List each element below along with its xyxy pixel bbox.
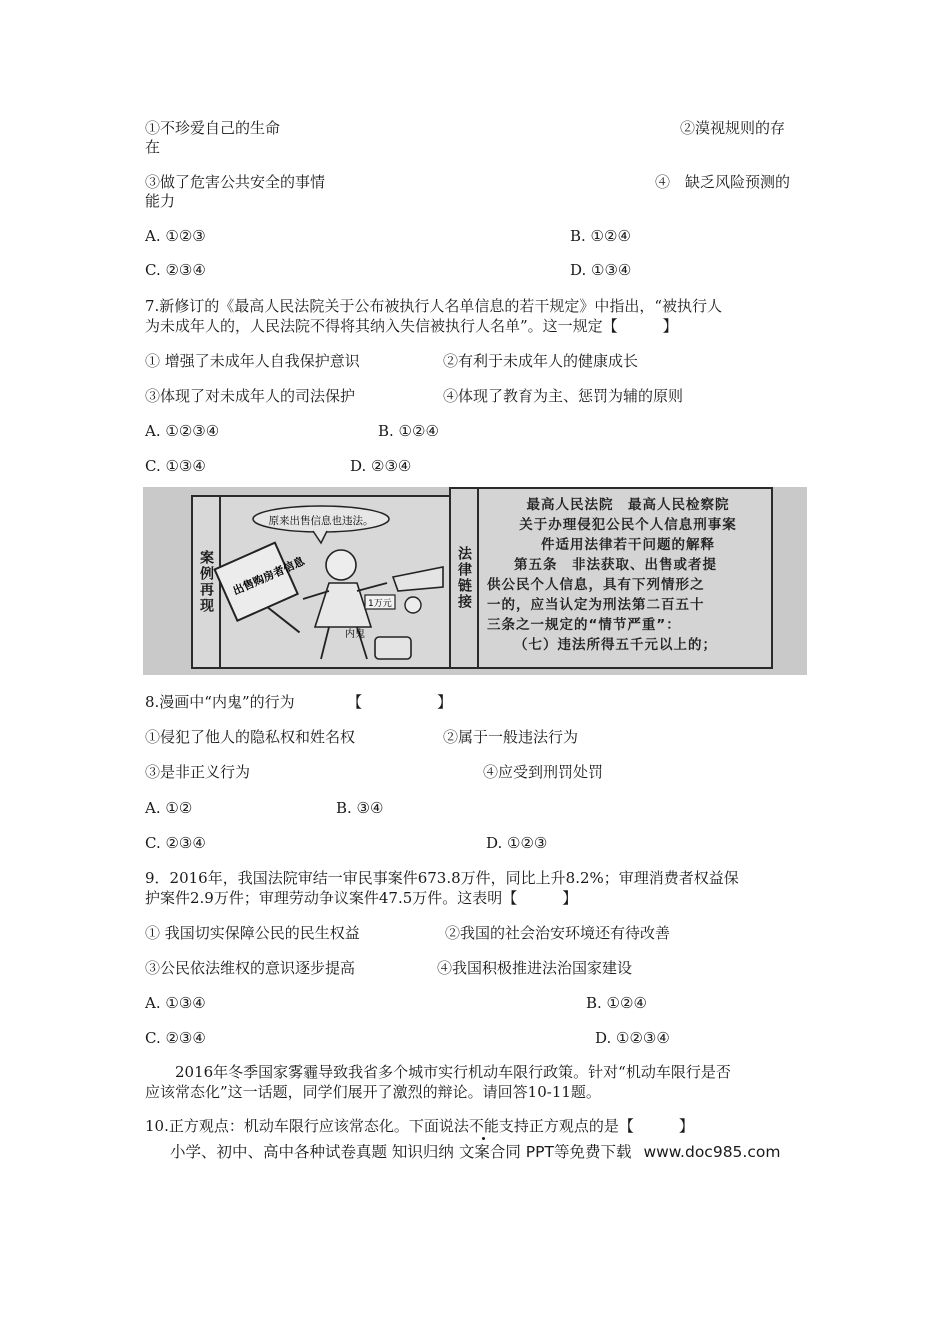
q7-option-2: ②有利于未成年人的健康成长 [443,352,639,370]
law-body-5: （七）违法所得五千元以上的； [514,637,717,653]
law-body-2: 供公民个人信息，具有下列情形之 [487,577,705,593]
prev-choice-b: B. ①②④ [570,227,631,245]
sign-text: 出售购房者信息 [230,554,307,598]
prev-option-4: ④ 缺乏风险预测的 [655,173,791,191]
q9-choice-c: C. ②③④ [145,1029,206,1047]
q9-choice-a: A. ①③④ [145,994,206,1012]
law-text [487,495,769,655]
speech-text: 原来出售信息也违法。 [268,515,374,527]
law-title-1: 最高人民法院 最高人民检察院 [526,497,730,513]
law-title-3: 件适用法律若干问题的解释 [541,537,715,553]
person-label: 内鬼 [345,629,365,640]
intro-line1: 2016年冬季国家雾霾导致我省多个城市实行机动车限行政策。针对“机动车限行是否 [175,1063,731,1081]
q8-choice-c: C. ②③④ [145,834,206,852]
q9-choice-d: D. ①②③④ [595,1029,670,1047]
q10-stem-b: 支持正方观点的是【 】 [498,1117,694,1135]
q7-option-3: ③体现了对未成年人的司法保护 [145,387,356,405]
q8-choice-b: B. ③④ [336,799,384,817]
intro-line2: 应该常态化”这一话题，同学们展开了激烈的辩论。请回答10-11题。 [145,1083,601,1101]
q7-option-4: ④体现了教育为主、惩罚为辅的原则 [443,387,684,405]
footer-banner [170,1140,780,1162]
q9-choice-b: B. ①②④ [586,994,647,1012]
q8-option-3: ③是非正义行为 [145,763,251,781]
q7-choice-a: A. ①②③④ [145,422,220,440]
prev-choice-c: C. ②③④ [145,261,206,279]
law-title-2: 关于办理侵犯公民个人信息刑事案 [519,517,737,533]
q7-choice-b: B. ①②④ [378,422,439,440]
q8-choice-a: A. ①② [145,799,193,817]
law-panel [449,487,773,669]
prev-option-1: ①不珍爱自己的生命 [145,119,281,137]
prev-option-2-cont: 在 [145,138,161,156]
q9-stem-line2: 护案件2.9万件；审理劳动争议案件47.5万件。这表明【 】 [145,889,578,907]
q9-stem-line1: 9．2016年，我国法院审结一审民事案件673.8万件，同比上升8.2%；审理消费者权益保 [145,869,739,887]
q10-stem-emphasis: 不能 [468,1117,499,1135]
prev-option-2: ②漠视规则的存 [680,119,786,137]
prev-choice-a: A. ①②③ [145,227,206,245]
prev-option-4-cont: 能力 [145,192,176,210]
footer-text: 小学、初中、高中各种试卷真题 知识归纳 文案合同 PPT等免费下载 [170,1143,632,1161]
q7-choice-d: D. ②③④ [350,457,412,475]
case-panel-title: 案例再现 [193,497,221,667]
q9-option-3: ③公民依法维权的意识逐步提高 [145,959,356,977]
law-body-4: 三条之一规定的“情节严重”： [487,617,681,633]
law-panel-title: 法律链接 [451,489,479,667]
q10-stem-a: 10.正方观点：机动车限行应该常态化。下面说法 [145,1117,469,1135]
q8-choice-d: D. ①②③ [486,834,548,852]
footer-url[interactable]: www.doc985.com [643,1143,781,1161]
q8-stem: 8.漫画中“内鬼”的行为 【 】 [145,693,453,711]
q9-option-2: ②我国的社会治安环境还有待改善 [445,924,671,942]
q7-stem-line1: 7.新修订的《最高人民法院关于公布被执行人名单信息的若干规定》中指出，“被执行人 [145,297,722,315]
comic-figure [143,487,807,675]
q7-choice-c: C. ①③④ [145,457,206,475]
q9-option-1: ① 我国切实保障公民的民生权益 [145,924,360,942]
money-label: 1万元 [368,599,392,609]
law-body-3: 一的，应当认定为刑法第二百五十 [487,597,705,613]
q10-stem [145,1116,694,1136]
q7-stem-line2: 为未成年人的，人民法院不得将其纳入失信被执行人名单”。这一规定【 】 [145,317,678,335]
prev-option-3: ③做了危害公共安全的事情 [145,173,326,191]
prev-choice-d: D. ①③④ [570,261,632,279]
q8-option-1: ①侵犯了他人的隐私权和姓名权 [145,728,356,746]
q8-option-2: ②属于一般违法行为 [443,728,579,746]
law-body-1: 第五条 非法获取、出售或者提 [514,557,717,573]
q9-option-4: ④我国积极推进法治国家建设 [437,959,633,977]
q8-option-4: ④应受到刑罚处罚 [483,763,604,781]
q7-option-1: ① 增强了未成年人自我保护意识 [145,352,360,370]
